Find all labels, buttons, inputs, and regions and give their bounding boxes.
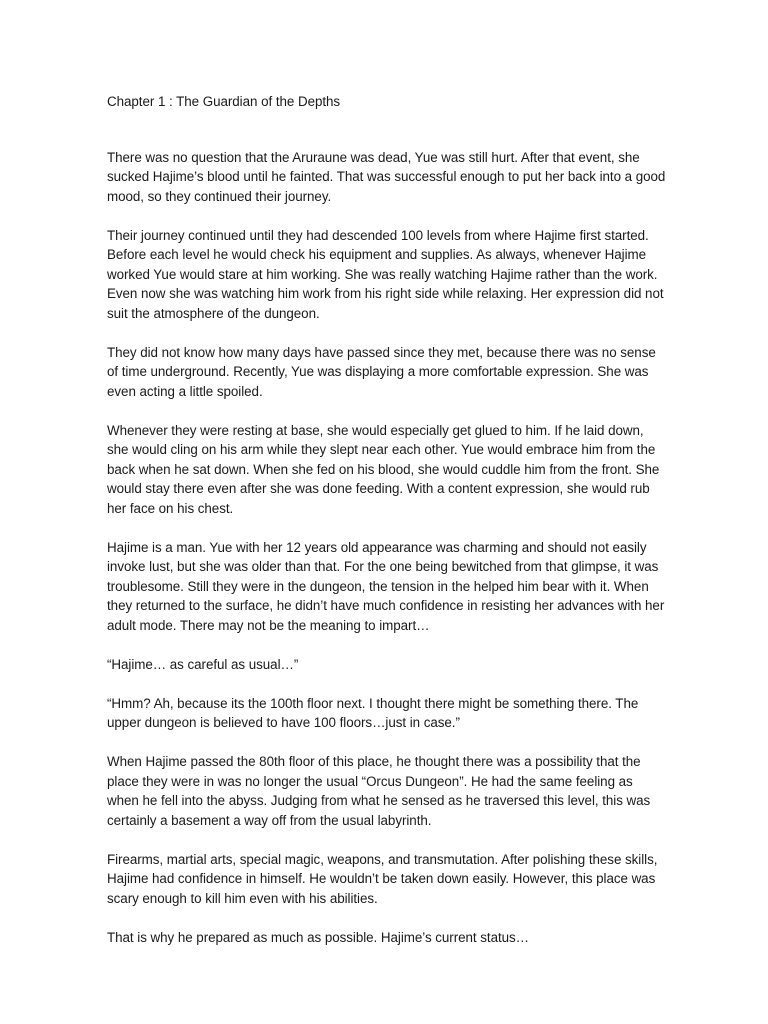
text-line: would stay there even after she was done feeding. With a content expression, she would rub: [107, 481, 650, 496]
text-line: mood, so they continued their journey.: [107, 188, 332, 204]
paragraph: [107, 421, 667, 519]
text-line: suit the atmosphere of the dungeon.: [107, 305, 320, 321]
chapter-title: Chapter 1 : The Guardian of the Depths: [107, 94, 341, 109]
document-page: [107, 92, 667, 967]
text-line: Hajime is a man. Yue with her 12 years old appearance was charming and should not easily: [107, 539, 647, 555]
paragraph: [107, 752, 667, 830]
text-line: adult mode. There may not be the meaning to impart…: [107, 617, 430, 633]
text-line: sucked Hajime’s blood until he fainted. That was successful enough to put her back into a good: [107, 169, 666, 184]
text-line: of time underground. Recently, Yue was displaying a more comfortable expression. She was: [107, 364, 649, 379]
paragraph: [107, 694, 667, 733]
text-line: Firearms, martial arts, special magic, weapons, and transmutation. After polishing these skills,: [107, 851, 658, 867]
text-line: Whenever they were resting at base, she would especially get glued to him. If he laid down,: [107, 422, 644, 438]
text-line: There was no question that the Aruraune was dead, Yue was still hurt. After that event, she: [107, 149, 640, 165]
text-line: her face on his chest.: [107, 500, 234, 516]
text-line: they returned to the surface, he didn’t have much confidence in resisting her advances with her: [107, 598, 665, 613]
paragraph: [107, 538, 667, 636]
text-line: “Hajime… as careful as usual…”: [107, 656, 299, 672]
text-line: certainly a basement a way off from the usual labyrinth.: [107, 812, 432, 828]
text-line: even acting a little spoiled.: [107, 383, 263, 399]
text-line: worked Yue would stare at him working. She was really watching Hajime rather than the work.: [107, 266, 658, 282]
text-line: That is why he prepared as much as possible. Hajime’s current status…: [107, 929, 530, 945]
paragraph: [107, 928, 667, 948]
paragraph: [107, 850, 667, 909]
text-line: she would cling on his arm while they slept near each other. Yue would embrace him from the: [107, 442, 656, 457]
text-line: upper dungeon is believed to have 100 floors…just in case.”: [107, 715, 460, 730]
text-line: When Hajime passed the 80th floor of this place, he thought there was a possibility that the: [107, 754, 641, 769]
paragraph: [107, 655, 667, 675]
text-line: “Hmm? Ah, because its the 100th floor next. I thought there might be something there. The: [107, 695, 639, 711]
document-body: [107, 148, 667, 948]
text-line: Before each level he would check his equipment and supplies. As always, whenever Hajime: [107, 247, 647, 262]
text-line: They did not know how many days have passed since they met, because there was no sense: [107, 344, 656, 360]
paragraph: [107, 226, 667, 324]
text-line: place they were in was no longer the usual “Orcus Dungeon”. He had the same feeling as: [107, 773, 633, 789]
text-line: Even now she was watching him work from his right side while relaxing. Her expression did not: [107, 286, 664, 301]
paragraph: [107, 148, 667, 207]
text-line: troublesome. Still they were in the dungeon, the tension in the helped him bear with it. When: [107, 578, 649, 594]
text-line: when he fell into the abyss. Judging from what he sensed as he traversed this level, this was: [107, 793, 651, 808]
text-line: scary enough to kill him even with his abilities.: [107, 890, 378, 906]
paragraph: [107, 343, 667, 402]
text-line: Their journey continued until they had descended 100 levels from where Hajime first started.: [107, 227, 649, 243]
text-line: invoke lust, but she was older than that. For the one being bewitched from that glimpse, it was: [107, 559, 659, 574]
text-line: Hajime had confidence in himself. He wouldn’t be taken down easily. However, this place was: [107, 871, 656, 886]
text-line: back when he sat down. When she fed on his blood, she would cuddle him from the front. She: [107, 461, 660, 477]
